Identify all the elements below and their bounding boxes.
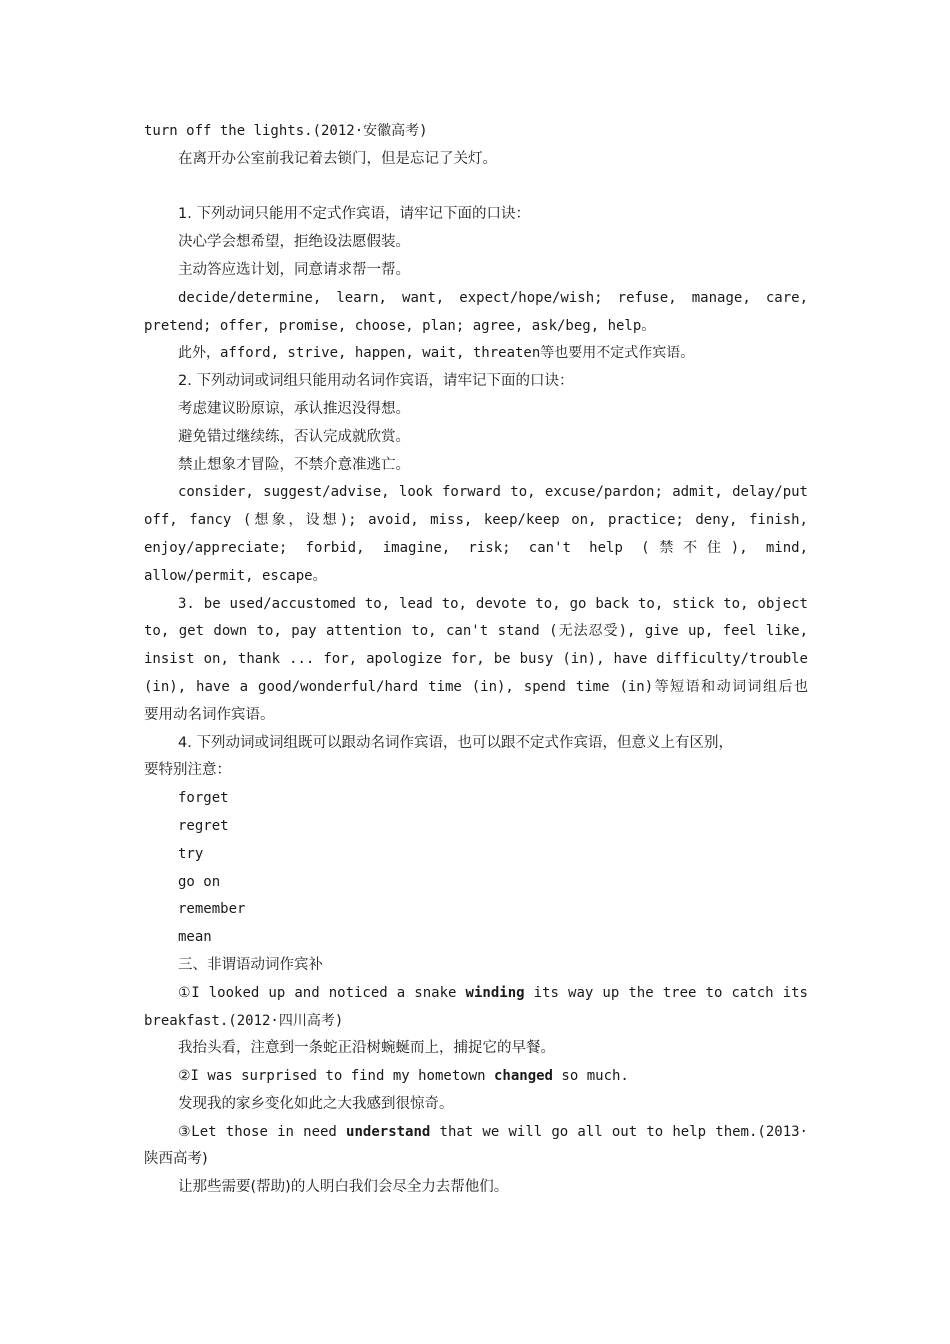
verb-item: remember (178, 901, 246, 918)
translation-line: 我抬头看，注意到一条蛇正沿树蜿蜒而上，捕捉它的早餐。 (178, 1040, 555, 1057)
translation-line: 在离开办公室前我记着去锁门，但是忘记了关灯。 (178, 150, 497, 167)
translation-line: 发现我的家乡变化如此之大我感到很惊奇。 (178, 1095, 454, 1112)
verb-list-line: consider, suggest/advise, look forward to, excuse/pardon; admit, delay/put (178, 484, 808, 501)
highlighted-word: changed (493, 1068, 553, 1085)
verb-list-line: pretend; offer, promise, choose, plan; agree, ask/beg, help。 (144, 317, 656, 334)
example-2-line (144, 1063, 808, 1091)
verb-list-line: allow/permit, escape。 (144, 567, 327, 584)
section-3-line: (in), have a good/wonderful/hard time (in), spend time (in)等短语和动词词组后也 (144, 678, 808, 695)
section-3-line: 3. be used/accustomed to, lead to, devote to, go back to, stick to, object (178, 595, 808, 612)
example-text: so much. (553, 1068, 629, 1085)
section-2-heading: 2. 下列动词或词组只能用动名词作宾语，请牢记下面的口诀： (178, 373, 574, 390)
mnemonic-line: 避免错过继续练，否认完成就欣赏。 (178, 428, 410, 445)
example-1-line (144, 980, 808, 1008)
verb-item: go on (178, 873, 221, 890)
example-3-line: 陕西高考) (144, 1151, 208, 1168)
mnemonic-line: 考虑建议盼原谅，承认推迟没得想。 (178, 400, 410, 417)
example-text: its way up the tree to catch its (524, 984, 808, 1001)
blank-line (144, 174, 808, 202)
section-4-line: 要特别注意： (144, 762, 231, 779)
example-text: ①I looked up and noticed a snake (178, 984, 466, 1001)
verb-list-line: enjoy/appreciate; forbid, imagine, risk; can't help (禁不住), mind, (144, 539, 808, 556)
verb-item: regret (178, 817, 229, 834)
section-3-line: to, get down to, pay attention to, can't stand (无法忍受), give up, feel like, (144, 623, 808, 640)
highlighted-word: winding (465, 984, 525, 1001)
text-line: turn off the lights.(2012·安徽高考) (144, 123, 428, 139)
verb-list-line: off, fancy (想象，设想); avoid, miss, keep/keep on, practice; deny, finish, (144, 512, 808, 529)
example-text: ③Let those in need (178, 1123, 347, 1140)
example-1-line: breakfast.(2012·四川高考) (144, 1012, 344, 1029)
note-line: 此外，afford, strive, happen, wait, threaten等也要用不定式作宾语。 (178, 345, 695, 362)
mnemonic-line: 决心学会想希望，拒绝设法愿假装。 (178, 234, 410, 251)
example-text: that we will go all out to help them.(2013· (430, 1123, 808, 1140)
verb-item: forget (178, 790, 229, 807)
section-3-line: insist on, thank ... for, apologize for, be busy (in), have difficulty/trouble (144, 651, 808, 668)
verb-item: try (178, 845, 204, 862)
section-3-line: 要用动名词作宾语。 (144, 706, 275, 723)
section-1-heading: 1. 下列动词只能用不定式作宾语，请牢记下面的口诀： (178, 206, 530, 223)
highlighted-word: understand (346, 1123, 431, 1140)
mnemonic-line: 主动答应选计划，同意请求帮一帮。 (178, 261, 410, 278)
example-3-line (144, 1119, 808, 1147)
mnemonic-line: 禁止想象才冒险，不禁介意准逃亡。 (178, 456, 410, 473)
translation-line: 让那些需要(帮助)的人明白我们会尽全力去帮他们。 (178, 1179, 509, 1196)
example-text: ②I was surprised to find my hometown (178, 1068, 494, 1085)
section-heading-object-complement: 三、非谓语动词作宾补 (178, 956, 323, 973)
document-page (144, 118, 808, 1202)
verb-item: mean (178, 929, 212, 946)
verb-list-line: decide/determine, learn, want, expect/hope/wish; refuse, manage, care, (178, 289, 808, 306)
section-4-heading: 4. 下列动词或词组既可以跟动名词作宾语，也可以跟不定式作宾语，但意义上有区别， (178, 734, 733, 751)
